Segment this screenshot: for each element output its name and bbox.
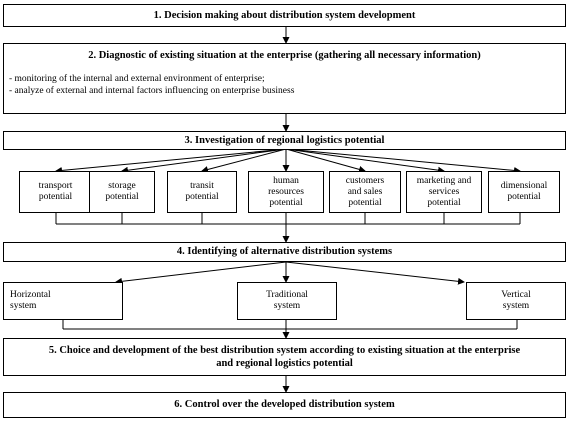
arrow-3-p3 [202, 149, 286, 171]
step-6-label: 6. Control over the developed distribution system [174, 399, 395, 410]
transport-potential-label: transport potential [38, 181, 73, 202]
customers-sales-potential-box [329, 171, 401, 213]
customers-sales-potential-label: customers and sales potential [345, 175, 385, 208]
step-2-box [3, 43, 566, 114]
step-5-line-1: 5. Choice and development of the best distribution system according to existing situation at the enterprise [48, 345, 521, 356]
vertical-system-label: Vertical system [501, 290, 531, 311]
horizontal-system-label: Horizontal system [10, 290, 51, 311]
traditional-system-box [237, 282, 337, 320]
transport-potential-box [19, 171, 92, 213]
dimensional-potential-box [488, 171, 560, 213]
storage-potential-label: storage potential [105, 181, 139, 202]
step-2-bullets [9, 73, 294, 97]
marketing-services-potential-label: marketing and services potential [416, 175, 472, 208]
step-2-bullet-1: - monitoring of the internal and external environment of enterprise; [9, 74, 265, 84]
step-2-title: 2. Diagnostic of existing situation at the enterprise (gathering all necessary information) [88, 50, 481, 61]
transit-potential-label: transit potential [185, 181, 219, 202]
traditional-system-label: Traditional system [266, 290, 308, 311]
step-4-box [3, 242, 566, 262]
step-2-bullet-2: - analyze of external and internal factors influencing on enterprise business [9, 86, 295, 96]
step-1-label: 1. Decision making about distribution system development [153, 10, 416, 21]
step-6-box [3, 392, 566, 418]
arrow-3-p7 [286, 149, 520, 171]
step-5-box [3, 338, 566, 376]
human-resources-potential-box [248, 171, 324, 213]
arrow-4-horizontal [116, 262, 286, 282]
arrow-3-p6 [286, 149, 444, 171]
step-3-label: 3. Investigation of regional logistics potential [184, 135, 385, 146]
storage-potential-box [89, 171, 155, 213]
transit-potential-box [167, 171, 237, 213]
arrow-4-vertical [286, 262, 464, 282]
dimensional-potential-label: dimensional potential [500, 181, 548, 202]
step-3-box [3, 131, 566, 150]
arrow-3-p2 [122, 149, 286, 171]
vertical-system-box [466, 282, 566, 320]
marketing-services-potential-box [406, 171, 482, 213]
step-4-label: 4. Identifying of alternative distribution systems [176, 246, 393, 257]
step-5-line-2: and regional logistics potential [216, 358, 353, 369]
step-1-box [3, 4, 566, 27]
horizontal-system-box [3, 282, 123, 320]
human-resources-potential-label: human resources potential [268, 175, 304, 208]
arrow-3-p1 [56, 149, 286, 171]
